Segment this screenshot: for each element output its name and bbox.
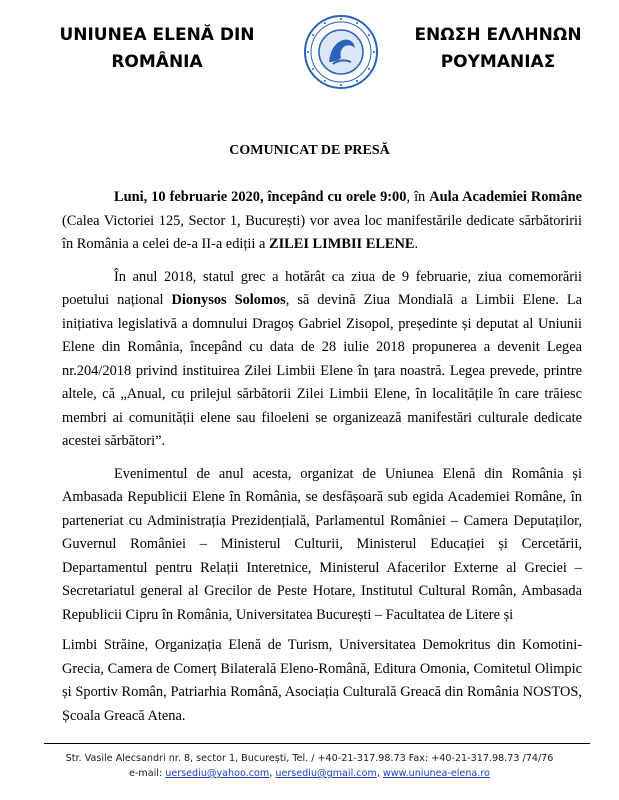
header-right-line1: ΕΝΩΣΗ ΕΛΛΗΝΩΝ <box>414 25 582 45</box>
text-segment: , în <box>406 189 430 205</box>
union-logo-emblem <box>303 14 379 90</box>
poet-name: Dionysos Solomos <box>171 292 286 308</box>
header-org-name-greek <box>398 22 598 76</box>
text-segment: . <box>414 236 419 252</box>
paragraph-partners-continued: Limbi Străine, Organizația Elenă de Turism, Universitatea Demokritus din Komotini-Grecia, Camera de Comerț Bilaterală Eleno-Română, Editura Omonia, Comitetul Olimpic și Sportiv Român, Patriarhia Română, Asociația Culturală Greacă din România NOSTOS, Școala Greacă Atena. <box>62 637 582 724</box>
text-segment: (Calea Victoriei 125, Sector 1, București) vor avea loc manifestările dedicate sărbătoririi în România a celei de-a II-a ediții a <box>62 212 582 252</box>
paragraph-partners: Evenimentul de anul acesta, organizat de Uniunea Elenă din România și Ambasada Republicii Elene în România, se desfășoară sub egida Academiei Române, în parteneriat cu Administrația Prezidențială, Parlamentul României – Camera Deputaților, Guvernul României – Ministerul Culturii, Ministerul Educației și Cercetării, Departamentul pentru Relații Interetnice, Ministerul Afacerilor Externe al Greciei – Secretariatul general al Grecilor de Peste Hotare, Institutul Cultural Român, Ambasada Republicii Cipru în România, Universitatea București – Facultatea de Litere și <box>62 465 582 623</box>
separator: , <box>269 768 276 779</box>
event-name: ZILEI LIMBII ELENE <box>268 236 415 252</box>
header-left-line1: UNIUNEA ELENĂ DIN <box>59 25 255 45</box>
paragraph-event-announcement <box>62 186 582 257</box>
header-org-name-romanian <box>52 22 262 76</box>
press-release-body <box>62 186 582 737</box>
footer-links <box>0 766 619 781</box>
text-segment: , să devină Ziua Mondială a Limbii Elene. La inițiativa legislativă a domnului Dragoș Gabriel Zisopol, președinte și deputat al Uniunii Elene din România, începând cu data de 28 iulie 2018 propunerea a devenit Legea nr.204/2018 privind instituirea Zilei Limbii Elene în țara noastră. Legea prevede, printre altele, că „Anual, cu prilejul sărbătorii Zilei Limbii Elene, în localitățile în care trăiesc membri ai comunității elene sau filoeleni se organizează manifestări culturale dedicate acestei sărbători”. <box>62 292 582 449</box>
press-release-title: COMUNICAT DE PRESĂ <box>229 143 390 158</box>
header-left-line2: ROMÂNIA <box>111 52 203 72</box>
website-link[interactable]: www.uniunea-elena.ro <box>382 768 490 779</box>
paragraph-law-history <box>62 266 582 454</box>
event-venue: Aula Academiei Române <box>429 189 582 205</box>
separator: , <box>376 768 383 779</box>
event-date-time: Luni, 10 februarie 2020, începând cu orele 9:00 <box>114 189 407 205</box>
text-segment: În anul 2018, statul grec a hotărât ca ziua de 9 februarie, ziua comemorării poetului național <box>62 268 582 308</box>
email-label: e-mail: <box>129 768 166 779</box>
header-right-line2: ΡΟΥΜΑΝΙΑΣ <box>440 52 556 72</box>
email-link-yahoo[interactable]: uersediu@yahoo.com <box>165 768 270 779</box>
footer-address: Str. Vasile Alecsandri nr. 8, sector 1, București, Tel. / +40-21-317.98.73 Fax: +40-21-317.98.73 /74/76 <box>65 753 554 764</box>
footer-contact <box>0 751 619 781</box>
footer-divider <box>44 743 590 744</box>
email-link-gmail[interactable]: uersediu@gmail.com <box>275 768 377 779</box>
